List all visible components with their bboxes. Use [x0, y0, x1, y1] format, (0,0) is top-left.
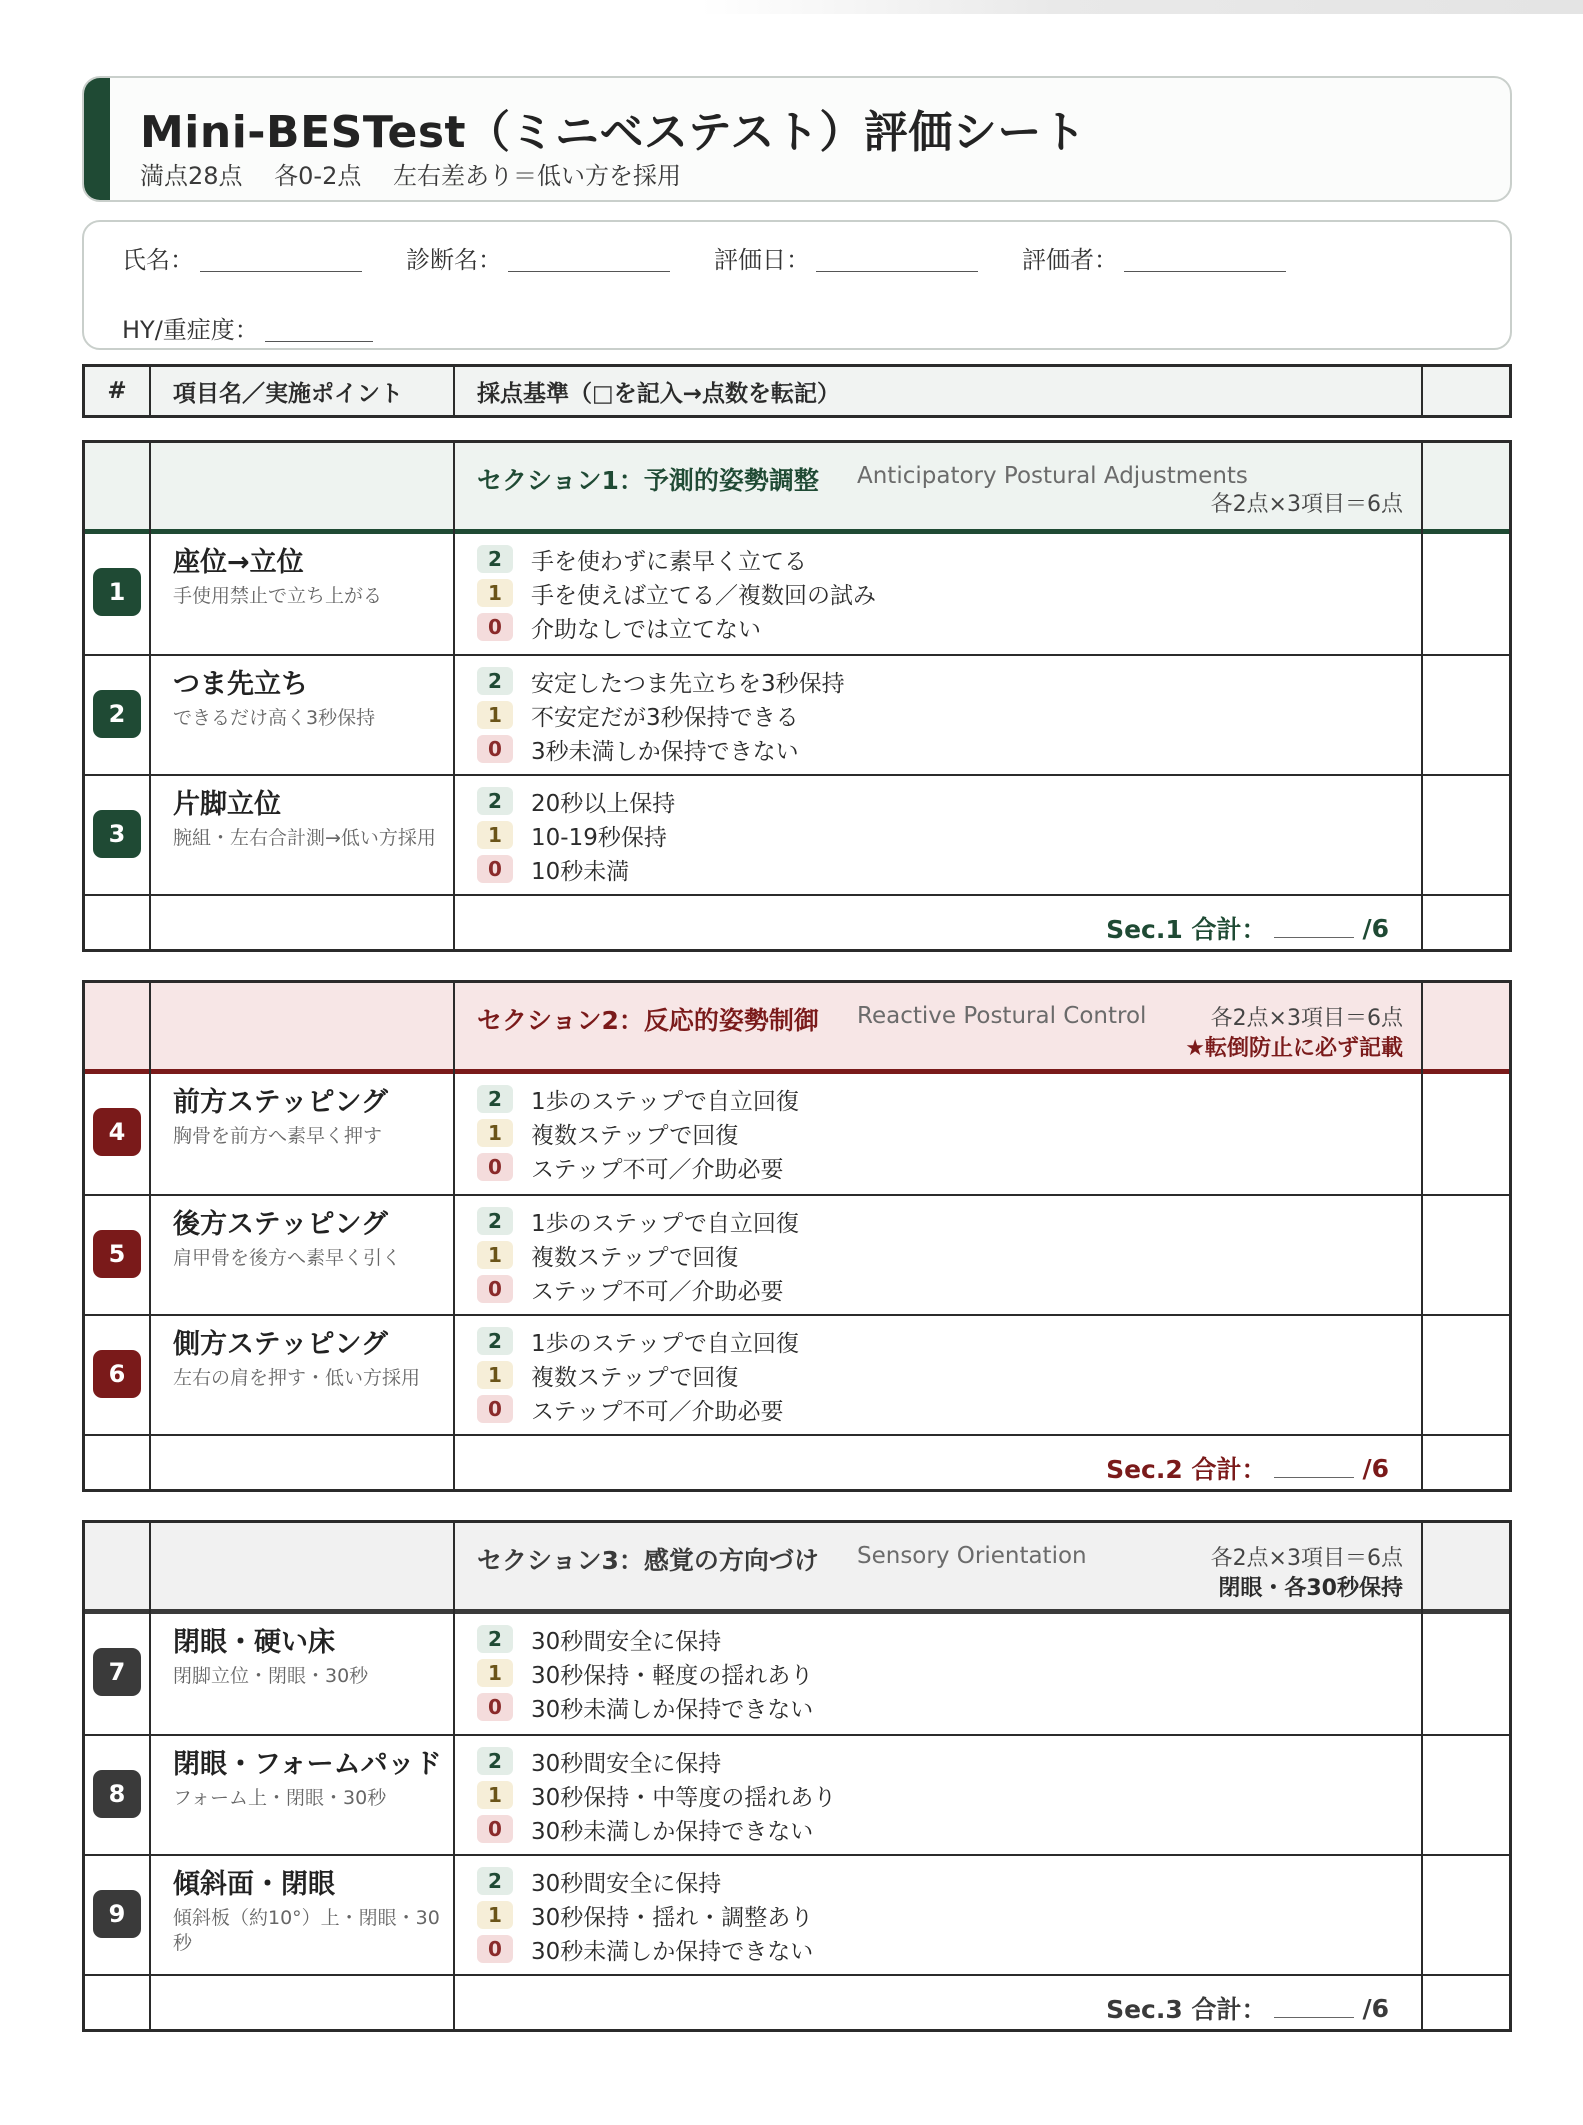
criterion-text: 1歩のステップで自立回復 [531, 1088, 799, 1115]
criterion-0[interactable] [477, 734, 799, 764]
section-1-total-blank[interactable] [1274, 918, 1354, 938]
patient-info-box [82, 220, 1512, 350]
section-3-total-max: /6 [1362, 1993, 1389, 2023]
eval-date-label: 評価日： [714, 246, 810, 274]
section-2-total-label: Sec.2 合計： [1106, 1455, 1267, 1484]
section-3-total-label: Sec.3 合計： [1106, 1995, 1267, 2024]
section-1-total-max: /6 [1362, 913, 1389, 943]
criterion-text: 30秒未満しか保持できない [531, 1938, 814, 1965]
criterion-1[interactable] [477, 1360, 738, 1390]
score-entry-cell[interactable] [1423, 1856, 1515, 1974]
evaluator-label: 評価者： [1022, 246, 1118, 274]
item-name: 後方ステッピング [173, 1209, 388, 1240]
criterion-2[interactable] [477, 1746, 721, 1776]
criterion-2[interactable] [477, 1866, 721, 1896]
score-badge: 1 [477, 821, 513, 849]
criterion-2[interactable] [477, 666, 845, 696]
score-entry-cell[interactable] [1423, 1316, 1515, 1434]
item-point: 肩甲骨を後方へ素早く引く [173, 1247, 402, 1269]
section-1-header [85, 443, 1509, 529]
criterion-1[interactable] [477, 1240, 738, 1270]
item-point: 胸骨を前方へ素早く押す [173, 1125, 383, 1147]
criterion-text: 安定したつま先立ちを3秒保持 [531, 670, 845, 697]
section-2-title: セクション2：反応的姿勢制御 [477, 1006, 819, 1035]
title-accent-bar [84, 78, 110, 200]
item-number-badge: 9 [93, 1890, 141, 1938]
section-3-points: 各2点×3項目＝6点 [1210, 1546, 1403, 1571]
criterion-0[interactable] [477, 1274, 784, 1304]
item-row [85, 654, 1509, 774]
criterion-2[interactable] [477, 544, 807, 574]
section-3-total-row [85, 1974, 1509, 2032]
score-entry-cell[interactable] [1423, 534, 1515, 654]
score-badge: 0 [477, 1935, 513, 1963]
score-badge: 1 [477, 579, 513, 607]
criterion-1[interactable] [477, 1780, 836, 1810]
hy-severity-label: HY/重症度： [122, 316, 259, 344]
criterion-0[interactable] [477, 1152, 784, 1182]
criterion-text: ステップ不可／介助必要 [531, 1398, 784, 1425]
criterion-text: ステップ不可／介助必要 [531, 1278, 784, 1305]
criterion-text: 30秒保持・揺れ・調整あり [531, 1904, 814, 1931]
criterion-1[interactable] [477, 820, 667, 850]
criterion-0[interactable] [477, 1814, 813, 1844]
item-point: できるだけ高く3秒保持 [173, 707, 376, 729]
section-1-total[interactable] [1106, 910, 1389, 946]
score-badge: 0 [477, 1395, 513, 1423]
criterion-0[interactable] [477, 612, 761, 642]
score-badge: 0 [477, 855, 513, 883]
item-point: フォーム上・閉眼・30秒 [173, 1787, 387, 1809]
item-name: 前方ステッピング [173, 1087, 388, 1118]
section-1-total-row [85, 894, 1509, 952]
item-name: 傾斜面・閉眼 [173, 1869, 335, 1900]
section-2-title-en: Reactive Postural Control [857, 1003, 1147, 1029]
item-number-badge: 8 [93, 1770, 141, 1818]
section-3-title-en: Sensory Orientation [857, 1543, 1087, 1569]
criterion-0[interactable] [477, 854, 629, 884]
item-number-badge: 7 [93, 1648, 141, 1696]
section-2-note: ★転倒防止に必ず記載 [1185, 1036, 1403, 1061]
criterion-text: 30秒間安全に保持 [531, 1870, 722, 1897]
name-input-line[interactable] [200, 252, 362, 272]
eval-date-input-line[interactable] [816, 252, 978, 272]
item-row [85, 534, 1509, 654]
title-box [82, 76, 1512, 202]
item-number-badge: 1 [93, 568, 141, 616]
criterion-1[interactable] [477, 700, 799, 730]
section-3-header [85, 1523, 1509, 1609]
criterion-text: 不安定だが3秒保持できる [531, 704, 799, 731]
section-3-total-blank[interactable] [1274, 1998, 1354, 2018]
item-point: 腕組・左右合計測→低い方採用 [173, 827, 436, 849]
criterion-1[interactable] [477, 1900, 813, 1930]
criterion-text: 30秒未満しか保持できない [531, 1818, 814, 1845]
item-name: 閉眼・硬い床 [173, 1627, 335, 1658]
score-entry-cell[interactable] [1423, 1196, 1515, 1314]
diagnosis-field[interactable] [406, 240, 670, 275]
criterion-text: 複数ステップで回復 [531, 1244, 739, 1271]
section-2 [82, 980, 1512, 1492]
item-point: 手使用禁止で立ち上がる [173, 585, 383, 607]
criterion-text: 20秒以上保持 [531, 790, 676, 817]
score-badge: 0 [477, 735, 513, 763]
col-num: # [107, 378, 127, 404]
section-1 [82, 440, 1512, 952]
criterion-2[interactable] [477, 786, 675, 816]
score-entry-cell[interactable] [1423, 776, 1515, 894]
criterion-text: 10秒未満 [531, 858, 630, 885]
page-subtitle: 満点28点 各0-2点 左右差あり＝低い方を採用 [140, 162, 681, 190]
col-item: 項目名／実施ポイント [173, 380, 403, 407]
item-name: 閉眼・フォームパッド [173, 1749, 442, 1780]
diagnosis-input-line[interactable] [508, 252, 670, 272]
item-row [85, 1734, 1509, 1854]
item-number-badge: 4 [93, 1108, 141, 1156]
section-3-title: セクション3：感覚の方向づけ [477, 1546, 819, 1575]
score-badge: 0 [477, 613, 513, 641]
criterion-2[interactable] [477, 1624, 721, 1654]
section-3-total[interactable] [1106, 1990, 1389, 2026]
criterion-0[interactable] [477, 1692, 813, 1722]
hy-severity-field[interactable] [122, 310, 373, 345]
score-badge: 0 [477, 1815, 513, 1843]
item-row [85, 1854, 1509, 1974]
criterion-text: 30秒間安全に保持 [531, 1628, 722, 1655]
score-badge: 1 [477, 1119, 513, 1147]
criterion-text: 複数ステップで回復 [531, 1364, 739, 1391]
criterion-text: 30秒間安全に保持 [531, 1750, 722, 1777]
evaluator-input-line[interactable] [1124, 252, 1286, 272]
score-badge: 2 [477, 545, 513, 573]
item-name: 片脚立位 [173, 789, 281, 820]
criterion-text: 10-19秒保持 [531, 824, 667, 851]
evaluator-field[interactable] [1022, 240, 1286, 275]
section-2-header [85, 983, 1509, 1069]
section-3 [82, 1520, 1512, 2032]
item-row [85, 774, 1509, 894]
col-criteria: 採点基準（□を記入→点数を転記） [477, 380, 841, 407]
score-badge: 2 [477, 1625, 513, 1653]
criterion-text: 手を使わずに素早く立てる [531, 548, 807, 575]
score-entry-cell[interactable] [1423, 1074, 1515, 1194]
score-badge: 1 [477, 1659, 513, 1687]
section-3-note: 閉眼・各30秒保持 [1218, 1576, 1403, 1601]
section-1-points: 各2点×3項目＝6点 [1210, 492, 1403, 517]
section-1-total-label: Sec.1 合計： [1106, 915, 1267, 944]
item-name: つま先立ち [173, 669, 308, 700]
section-2-points: 各2点×3項目＝6点 [1210, 1006, 1403, 1031]
score-badge: 1 [477, 1901, 513, 1929]
criterion-text: 1歩のステップで自立回復 [531, 1330, 799, 1357]
score-entry-cell[interactable] [1423, 1736, 1515, 1854]
criterion-1[interactable] [477, 1118, 738, 1148]
item-point: 傾斜板（約10°）上・閉眼・30秒 [173, 1907, 440, 1954]
item-row [85, 1194, 1509, 1314]
item-row [85, 1614, 1509, 1734]
page-title: Mini-BESTest（ミニベステスト）評価シート [140, 107, 1087, 158]
score-badge: 1 [477, 1241, 513, 1269]
criterion-2[interactable] [477, 1206, 799, 1236]
section-1-title-en: Anticipatory Postural Adjustments [857, 463, 1248, 489]
score-badge: 2 [477, 1085, 513, 1113]
criterion-0[interactable] [477, 1394, 784, 1424]
section-2-total-blank[interactable] [1274, 1458, 1354, 1478]
item-name: 側方ステッピング [173, 1329, 388, 1360]
item-point: 閉脚立位・閉眼・30秒 [173, 1665, 369, 1687]
criterion-text: 1歩のステップで自立回復 [531, 1210, 799, 1237]
criterion-text: 30秒保持・中等度の揺れあり [531, 1784, 837, 1811]
score-badge: 2 [477, 1327, 513, 1355]
criterion-text: 3秒未満しか保持できない [531, 738, 799, 765]
section-2-total-max: /6 [1362, 1453, 1389, 1483]
score-badge: 1 [477, 1361, 513, 1389]
criterion-text: 30秒未満しか保持できない [531, 1696, 814, 1723]
section-2-total[interactable] [1106, 1450, 1389, 1486]
score-badge: 2 [477, 1747, 513, 1775]
item-number-badge: 5 [93, 1230, 141, 1278]
criterion-text: 複数ステップで回復 [531, 1122, 739, 1149]
score-badge: 2 [477, 787, 513, 815]
section-2-total-row [85, 1434, 1509, 1492]
eval-date-field[interactable] [714, 240, 978, 275]
item-point: 左右の肩を押す・低い方採用 [173, 1367, 421, 1389]
criterion-text: ステップ不可／介助必要 [531, 1156, 784, 1183]
score-entry-cell[interactable] [1423, 656, 1515, 774]
table-header [82, 364, 1512, 418]
score-badge: 0 [477, 1275, 513, 1303]
score-badge: 2 [477, 1867, 513, 1895]
section-1-title: セクション1：予測的姿勢調整 [477, 466, 819, 495]
criterion-2[interactable] [477, 1084, 799, 1114]
criterion-0[interactable] [477, 1934, 813, 1964]
criterion-1[interactable] [477, 1658, 813, 1688]
item-name: 座位→立位 [173, 547, 304, 578]
criterion-text: 30秒保持・軽度の揺れあり [531, 1662, 814, 1689]
criterion-1[interactable] [477, 578, 876, 608]
item-row [85, 1314, 1509, 1434]
score-entry-cell[interactable] [1423, 1614, 1515, 1734]
item-number-badge: 3 [93, 810, 141, 858]
item-number-badge: 2 [93, 690, 141, 738]
criterion-text: 介助なしでは立てない [531, 616, 761, 643]
score-badge: 1 [477, 701, 513, 729]
score-badge: 0 [477, 1153, 513, 1181]
score-badge: 1 [477, 1781, 513, 1809]
diagnosis-label: 診断名： [406, 246, 502, 274]
name-field[interactable] [122, 240, 362, 275]
item-number-badge: 6 [93, 1350, 141, 1398]
score-badge: 2 [477, 1207, 513, 1235]
score-badge: 2 [477, 667, 513, 695]
score-badge: 0 [477, 1693, 513, 1721]
item-row [85, 1074, 1509, 1194]
name-label: 氏名： [122, 246, 194, 274]
hy-severity-input-line[interactable] [265, 322, 373, 342]
criterion-2[interactable] [477, 1326, 799, 1356]
criterion-text: 手を使えば立てる／複数回の試み [531, 582, 876, 609]
